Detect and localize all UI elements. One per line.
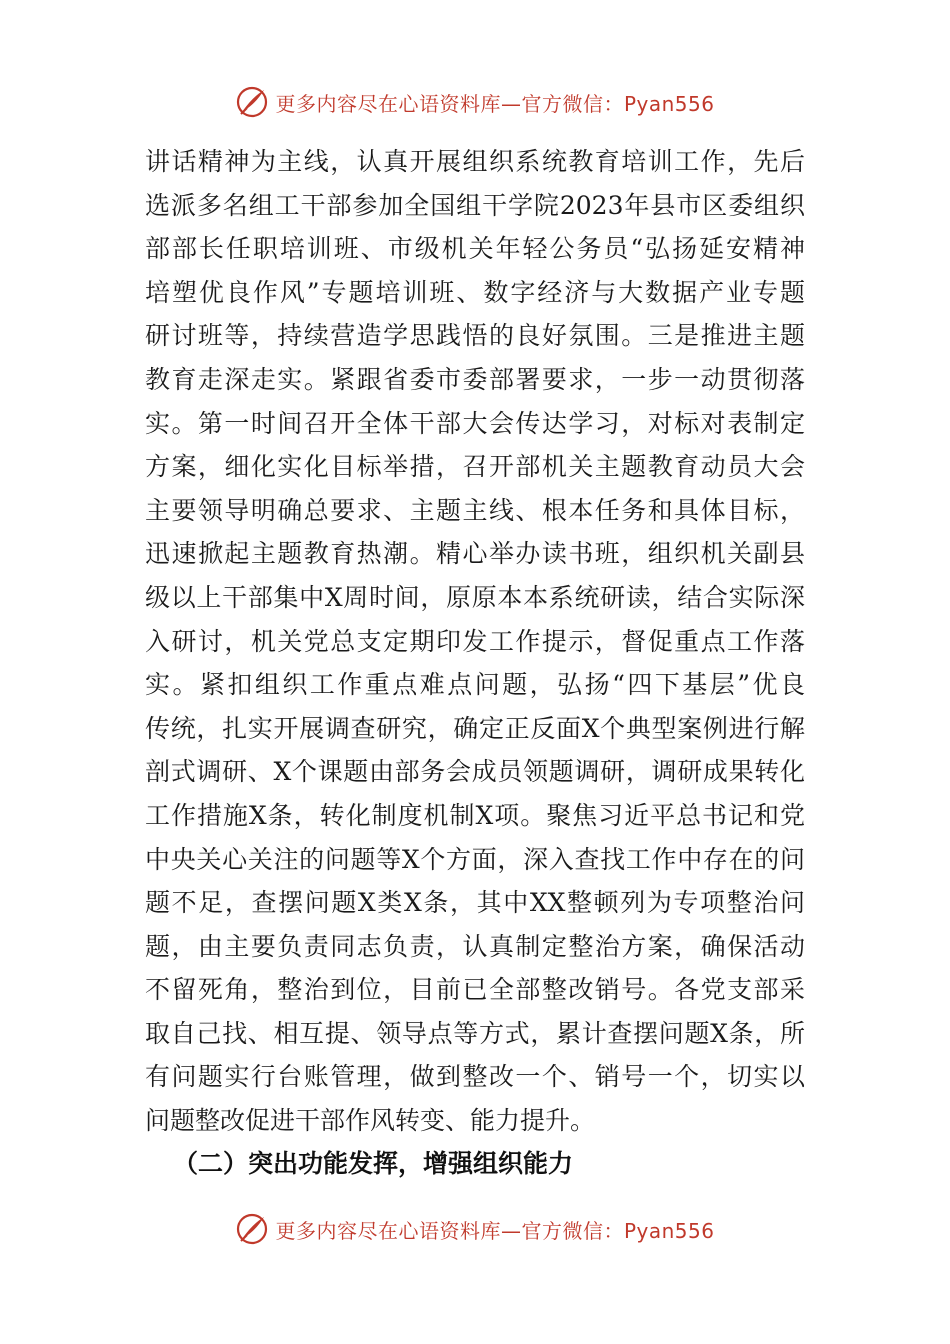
paragraph-line: 不留死角，整治到位，目前已全部整改销号。各党支部采: [145, 975, 805, 1005]
document-body: [145, 140, 805, 1143]
paragraph-line: 研讨班等，持续营造学思践悟的良好氛围。三是推进主题: [145, 321, 805, 351]
paragraph-line: 入研讨，机关党总支定期印发工作提示，督促重点工作落: [145, 626, 805, 656]
paragraph-line: 题，由主要负责同志负责，认真制定整治方案，确保活动: [145, 931, 805, 961]
paragraph-line: 中央关心关注的问题等X个方面，深入查找工作中存在的问: [145, 844, 805, 874]
paragraph-line: 传统，扎实开展调查研究，确定正反面X个典型案例进行解: [145, 713, 805, 743]
paragraph-line: 讲话精神为主线，认真开展组织系统教育培训工作，先后: [145, 147, 805, 176]
paragraph-line: 问题整改促进干部作风转变、能力提升。: [145, 1106, 596, 1136]
section-heading: （二）突出功能发挥，增强组织能力: [173, 1149, 574, 1178]
paragraph-line: 实。紧扣组织工作重点难点问题，弘扬“四下基层”优良: [145, 670, 805, 700]
paragraph-line: 实。第一时间召开全体干部大会传达学习，对标对表制定: [145, 408, 805, 438]
quill-logo-icon: [235, 85, 269, 119]
paragraph-line: 教育走深走实。紧跟省委市委部署要求，一步一动贯彻落: [145, 364, 805, 394]
paragraph-line: 有问题实行台账管理，做到整改一个、销号一个，切实以: [145, 1062, 805, 1092]
paragraph-line: 选派多名组工干部参加全国组干学院2023年县市区委组织: [145, 190, 805, 220]
quill-logo-icon: [235, 1212, 269, 1246]
paragraph-line: 题不足，查摆问题X类X条，其中XX整顿列为专项整治问: [145, 888, 805, 918]
watermark-header: [0, 82, 950, 122]
paragraph-line: 培塑优良作风”专题培训班、数字经济与大数据产业专题: [145, 277, 805, 307]
paragraph-line: 剖式调研、X个课题由部务会成员领题调研，调研成果转化: [145, 757, 805, 787]
paragraph-line: 迅速掀起主题教育热潮。精心举办读书班，组织机关副县: [145, 539, 805, 569]
watermark-text: 更多内容尽在心语资料库—官方微信：Pyan556: [275, 91, 715, 116]
watermark-text: 更多内容尽在心语资料库—官方微信：Pyan556: [275, 1218, 715, 1243]
paragraph-line: 级以上干部集中X周时间，原原本本系统研读，结合实际深: [145, 582, 805, 612]
paragraph-line: 部部长任职培训班、市级机关年轻公务员“弘扬延安精神: [145, 234, 805, 264]
paragraph-line: 方案，细化实化目标举措，召开部机关主题教育动员大会: [145, 452, 805, 482]
paragraph-line: 主要领导明确总要求、主题主线、根本任务和具体目标，: [145, 495, 805, 525]
paragraph-line: 工作措施X条，转化制度机制X项。聚焦习近平总书记和党: [145, 800, 805, 830]
paragraph-line: 取自己找、相互提、领导点等方式，累计查摆问题X条，所: [145, 1018, 805, 1048]
watermark-footer: [0, 1209, 950, 1249]
